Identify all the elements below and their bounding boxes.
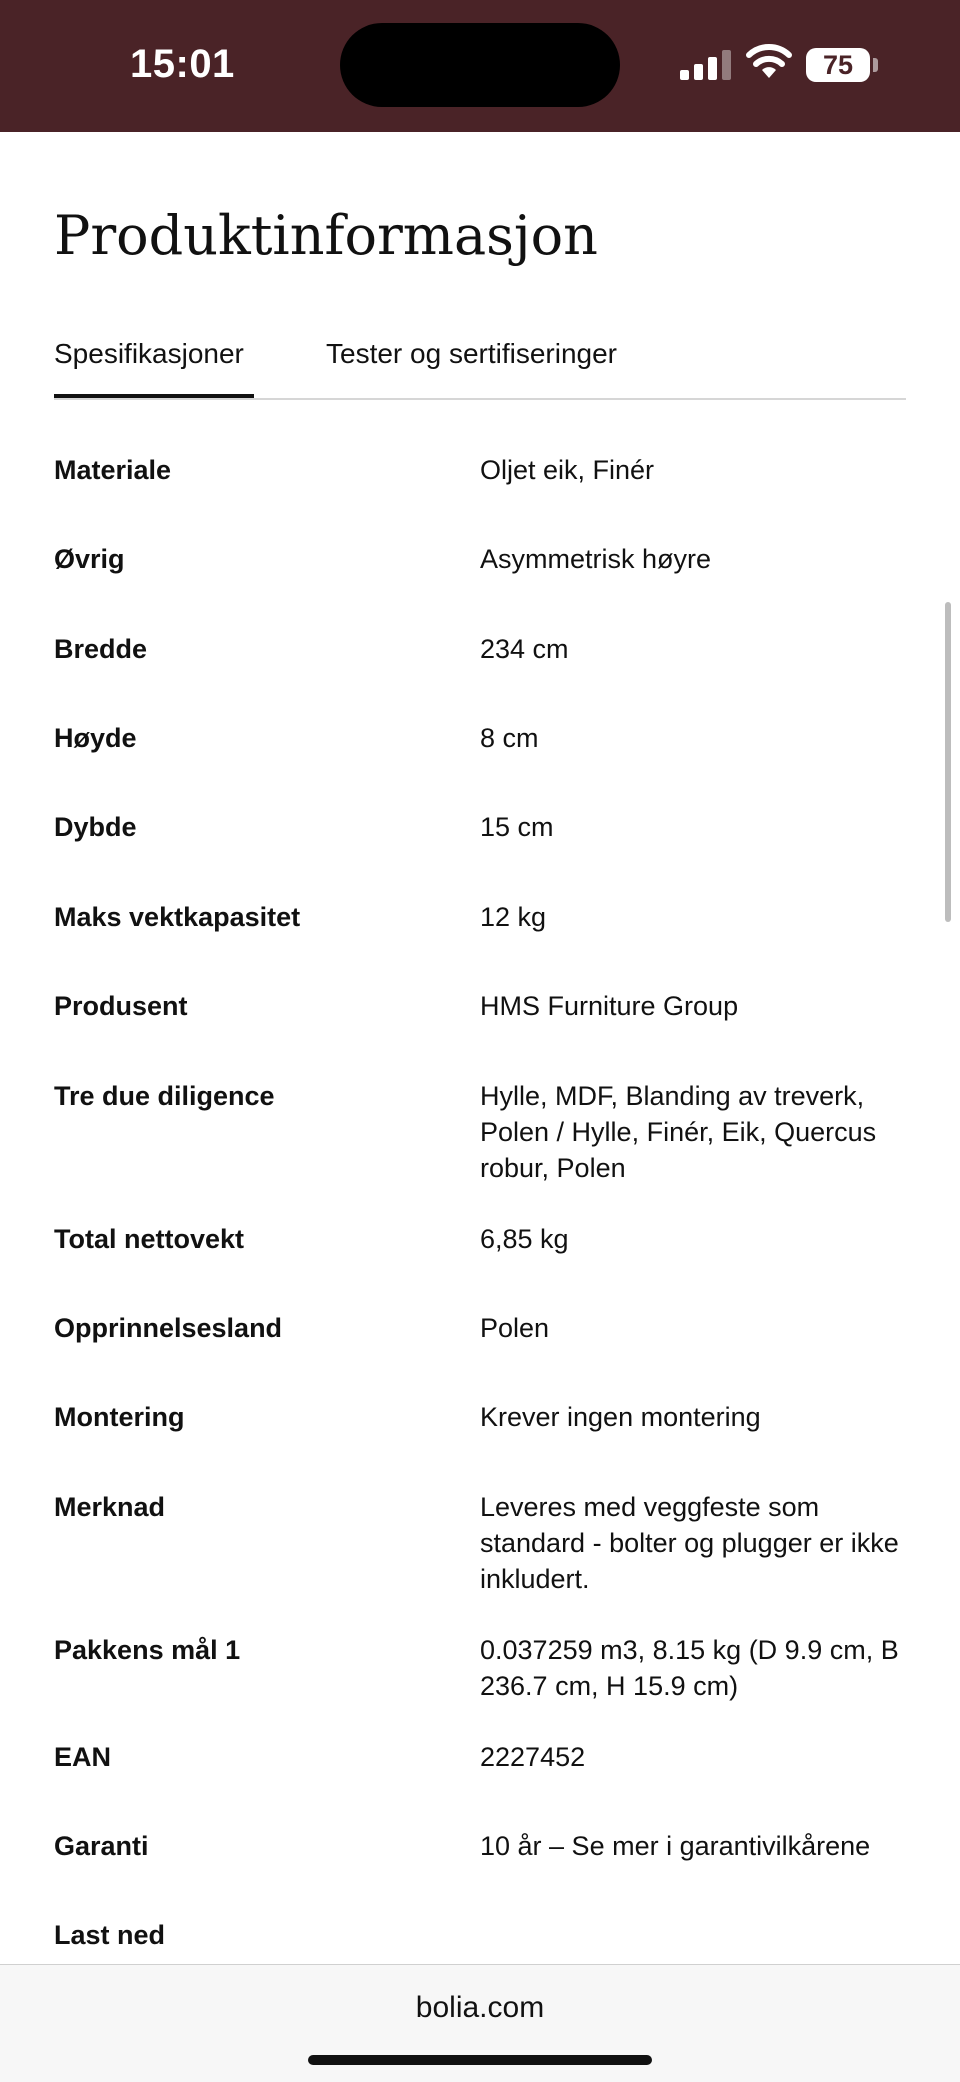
- spec-value: Polen: [480, 1313, 550, 1343]
- spec-label: EAN: [54, 1742, 112, 1772]
- spec-value: Leveres med veggfeste som standard - bolter og plugger er ikke inkludert.: [480, 1492, 899, 1594]
- url-label[interactable]: bolia.com: [415, 1991, 545, 2024]
- spec-value: 15 cm: [480, 812, 554, 842]
- spec-label: Opprinnelsesland: [54, 1313, 283, 1343]
- spec-label: Produsent: [54, 991, 188, 1021]
- dynamic-island: [340, 23, 620, 107]
- tab-bar: [54, 320, 906, 400]
- spec-value: 0.037259 m3, 8.15 kg (D 9.9 cm, B 236.7 cm, H 15.9 cm): [480, 1635, 899, 1701]
- spec-label: Last ned: [54, 1920, 166, 1950]
- tab-tests-certifications[interactable]: Tester og sertifiseringer: [326, 338, 618, 369]
- page-title: Produktinformasjon: [54, 204, 598, 267]
- spec-label: Bredde: [54, 634, 148, 664]
- wifi-icon: [746, 44, 792, 80]
- battery-icon: 75: [806, 48, 870, 82]
- battery-cap: [873, 58, 878, 72]
- scrollbar-thumb[interactable]: [945, 602, 951, 922]
- spec-value: Krever ingen montering: [480, 1402, 761, 1432]
- active-tab-indicator: [54, 394, 254, 398]
- spec-label: Øvrig: [54, 544, 125, 574]
- spec-value: 2227452: [480, 1742, 586, 1772]
- spec-label: Tre due diligence: [54, 1081, 275, 1111]
- spec-value: 8 cm: [480, 723, 539, 753]
- home-indicator[interactable]: [308, 2055, 652, 2065]
- spec-label: Dybde: [54, 812, 137, 842]
- spec-value: 234 cm: [480, 634, 569, 664]
- browser-address-bar: [0, 1964, 960, 2082]
- spec-value: Hylle, MDF, Blanding av treverk, Polen / Hylle, Finér, Eik, Quercus robur, Polen: [480, 1081, 877, 1183]
- spec-value: HMS Furniture Group: [480, 991, 739, 1021]
- spec-label: Maks vektkapasitet: [54, 902, 301, 932]
- spec-label: Garanti: [54, 1831, 149, 1861]
- tab-specifications[interactable]: Spesifikasjoner: [54, 338, 244, 369]
- spec-value: Oljet eik, Finér: [480, 455, 655, 485]
- status-time: 15:01: [130, 42, 235, 86]
- spec-value: 6,85 kg: [480, 1224, 569, 1254]
- spec-label: Pakkens mål 1: [54, 1635, 241, 1665]
- spec-label: Merknad: [54, 1492, 166, 1522]
- spec-label: Høyde: [54, 723, 137, 753]
- spec-value: 12 kg: [480, 902, 547, 932]
- spec-value[interactable]: 10 år – Se mer i garantivilkårene: [480, 1831, 871, 1861]
- spec-label: Montering: [54, 1402, 185, 1432]
- cellular-signal-icon: [680, 50, 732, 80]
- status-bar: [0, 0, 960, 132]
- spec-label: Total nettovekt: [54, 1224, 245, 1254]
- spec-label: Materiale: [54, 455, 172, 485]
- spec-value: Asymmetrisk høyre: [480, 544, 712, 574]
